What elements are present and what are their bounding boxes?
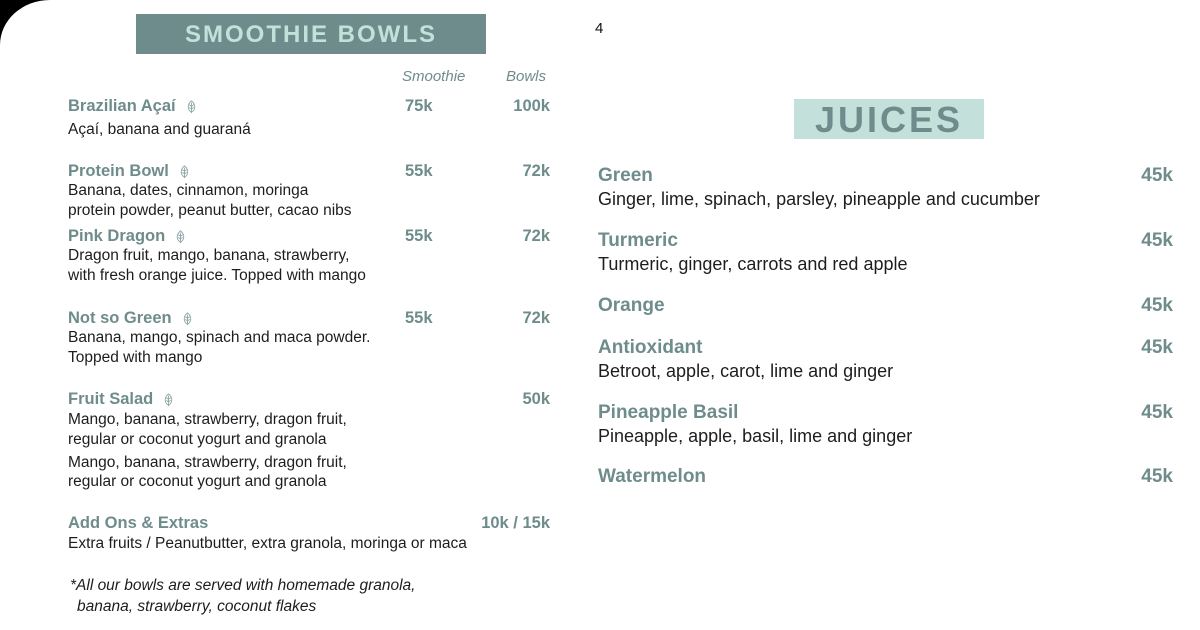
item-name: Protein Bowl [68, 162, 169, 180]
item-description: Banana, dates, cinnamon, moringa [68, 182, 309, 199]
item-description: Açaí, banana and guaraná [68, 121, 251, 138]
smoothie-price: 55k [405, 162, 433, 180]
juice-name: Pineapple Basil [598, 402, 739, 423]
item-description: regular or coconut yogurt and granola [68, 431, 327, 448]
juice-name: Turmeric [598, 230, 678, 251]
menu-item-title [68, 309, 193, 328]
juice-description: Turmeric, ginger, carrots and red apple [598, 254, 908, 274]
add-ons-price: 10k / 15k [481, 514, 550, 532]
smoothie-column-header: Smoothie [402, 68, 466, 85]
bowls-column-header: Bowls [506, 68, 547, 85]
item-name: Brazilian Açaí [68, 97, 176, 115]
leaf-icon [175, 230, 186, 244]
menu-item-title [68, 390, 174, 409]
smoothie-price: 55k [405, 309, 433, 327]
item-description: regular or coconut yogurt and granola [68, 473, 327, 490]
juice-name: Orange [598, 295, 665, 316]
item-name: Pink Dragon [68, 227, 166, 245]
juice-description: Pineapple, apple, basil, lime and ginger [598, 426, 913, 446]
item-description: protein powder, peanut butter, cacao nibs [68, 202, 352, 219]
menu-item-title [68, 227, 186, 246]
add-ons-title: Add Ons & Extras [68, 514, 209, 532]
item-description: Topped with mango [68, 349, 203, 366]
bowl-price: 100k [513, 97, 550, 115]
juice-price: 45k [1141, 466, 1173, 487]
footnote-line: banana, strawberry, coconut flakes [77, 598, 317, 615]
leaf-icon [182, 312, 193, 326]
item-description: Mango, banana, strawberry, dragon fruit, [68, 411, 347, 428]
leaf-icon [186, 100, 197, 114]
menu-item-title [68, 97, 197, 116]
item-description: Banana, mango, spinach and maca powder. [68, 329, 371, 346]
juice-name: Green [598, 165, 653, 186]
smoothie-price: 55k [405, 227, 433, 245]
item-name: Fruit Salad [68, 390, 154, 408]
bowl-price: 50k [522, 390, 550, 408]
juice-price: 45k [1141, 295, 1173, 316]
juice-price: 45k [1141, 402, 1173, 423]
item-description: Dragon fruit, mango, banana, strawberry, [68, 247, 350, 264]
smoothie-bowls-heading: SMOOTHIE BOWLS [136, 14, 486, 54]
juice-price: 45k [1141, 337, 1173, 358]
page-number: 4 [595, 20, 604, 37]
menu-item-title [68, 162, 190, 181]
juices-heading: JUICES [794, 99, 984, 139]
juice-description: Ginger, lime, spinach, parsley, pineapple and cucumber [598, 189, 1040, 209]
bowls-footnote [70, 575, 415, 617]
item-description: Mango, banana, strawberry, dragon fruit, [68, 454, 347, 471]
bowl-price: 72k [522, 162, 550, 180]
item-description: with fresh orange juice. Topped with mango [68, 267, 366, 284]
juice-price: 45k [1141, 230, 1173, 251]
item-name: Not so Green [68, 309, 172, 327]
footnote-line: *All our bowls are served with homemade granola, [70, 577, 416, 594]
juice-price: 45k [1141, 165, 1173, 186]
juice-name: Watermelon [598, 466, 707, 487]
bowl-price: 72k [522, 309, 550, 327]
bowl-price: 72k [522, 227, 550, 245]
leaf-icon [179, 165, 190, 179]
leaf-icon [163, 393, 174, 407]
juice-name: Antioxidant [598, 337, 703, 358]
juice-description: Betroot, apple, carot, lime and ginger [598, 361, 894, 381]
add-ons-description: Extra fruits / Peanutbutter, extra granola, moringa or maca [68, 535, 467, 552]
smoothie-price: 75k [405, 97, 433, 115]
